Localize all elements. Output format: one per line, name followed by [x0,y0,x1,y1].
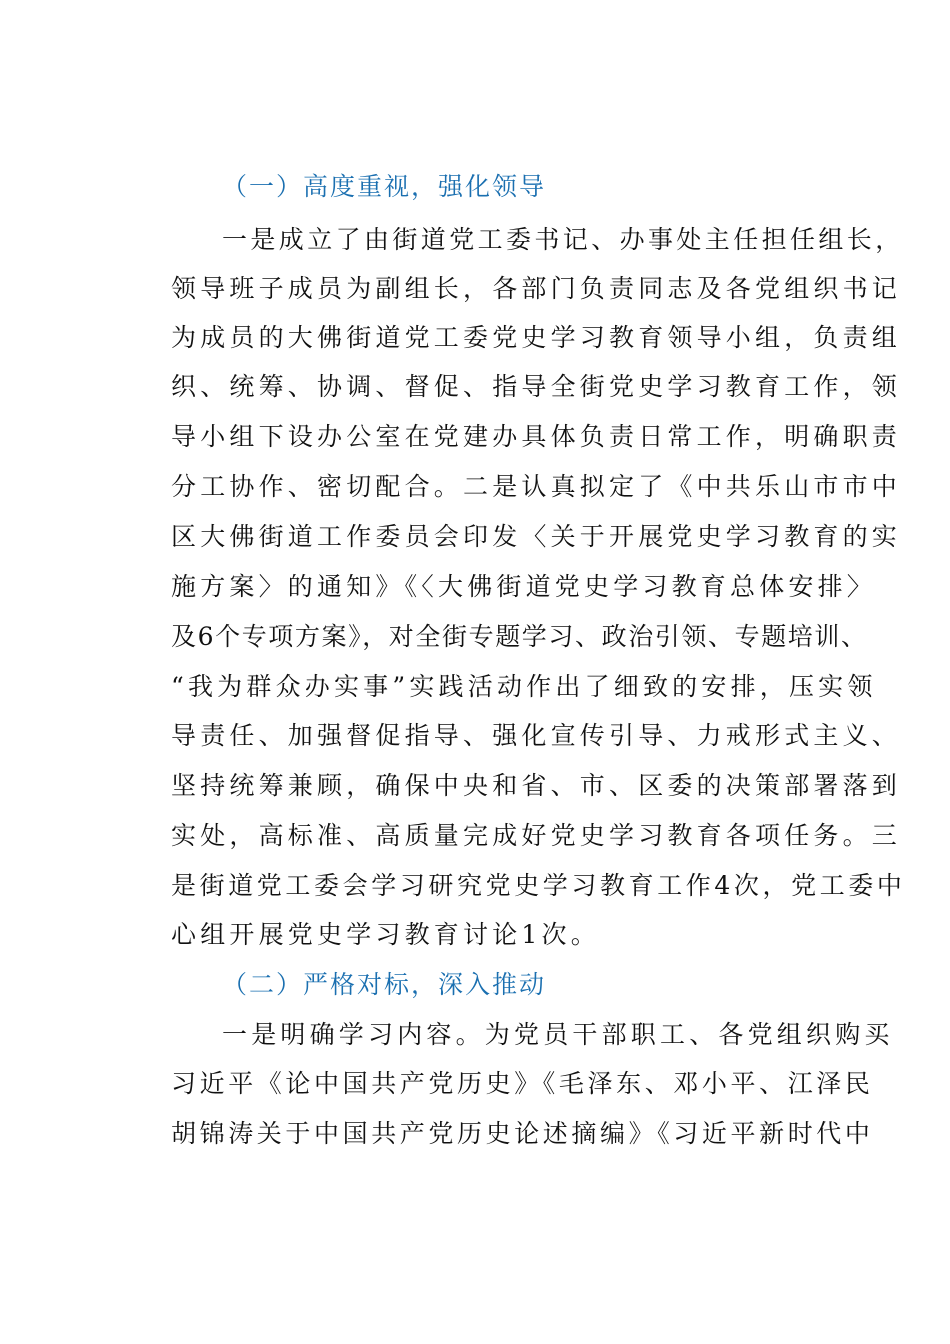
paragraph-line: 导小组下设办公室在党建办具体负责日常工作，明确职责 [171,422,902,451]
section-heading-1: （一）高度重视，强化领导 [222,172,547,201]
paragraph-line: 区大佛街道工作委员会印发〈关于开展党史学习教育的实 [171,522,902,551]
paragraph-line: 一是明确学习内容。为党员干部职工、各党组织购买 [222,1020,894,1049]
paragraph-line: 习近平《论中国共产党历史》《毛泽东、邓小平、江泽民 [171,1069,874,1098]
paragraph-line: 一是成立了由街道党工委书记、办事处主任担任组长， [222,225,904,254]
paragraph-line: 导责任、加强督促指导、强化宣传引导、力戒形式主义、 [171,721,902,750]
paragraph-line: 为成员的大佛街道党工委党史学习教育领导小组，负责组 [171,323,902,352]
section-heading-2: （二）严格对标，深入推动 [222,970,547,999]
paragraph-line: 及6个专项方案》，对全街专题学习、政治引领、专题培训、 [171,622,868,651]
paragraph-line: 织、统筹、协调、督促、指导全街党史学习教育工作，领 [171,372,902,401]
paragraph-line: 分工协作、密切配合。二是认真拟定了《中共乐山市市中 [171,472,902,501]
paragraph-line: 心组开展党史学习教育讨论1次。 [171,920,600,949]
paragraph-line: 是街道党工委会学习研究党史学习教育工作4次，党工委中 [171,871,906,900]
paragraph-line: 领导班子成员为副组长，各部门负责同志及各党组织书记 [171,274,902,303]
paragraph-line: 施方案〉的通知》《〈大佛街道党史学习教育总体安排〉 [171,572,877,601]
paragraph-line: 坚持统筹兼顾，确保中央和省、市、区委的决策部署落到 [171,771,902,800]
paragraph-line: 胡锦涛关于中国共产党历史论述摘编》《习近平新时代中 [171,1119,874,1148]
paragraph-line: 实处，高标准、高质量完成好党史学习教育各项任务。三 [171,821,902,850]
paragraph-line: “我为群众办实事”实践活动作出了细致的安排，压实领 [171,672,877,701]
